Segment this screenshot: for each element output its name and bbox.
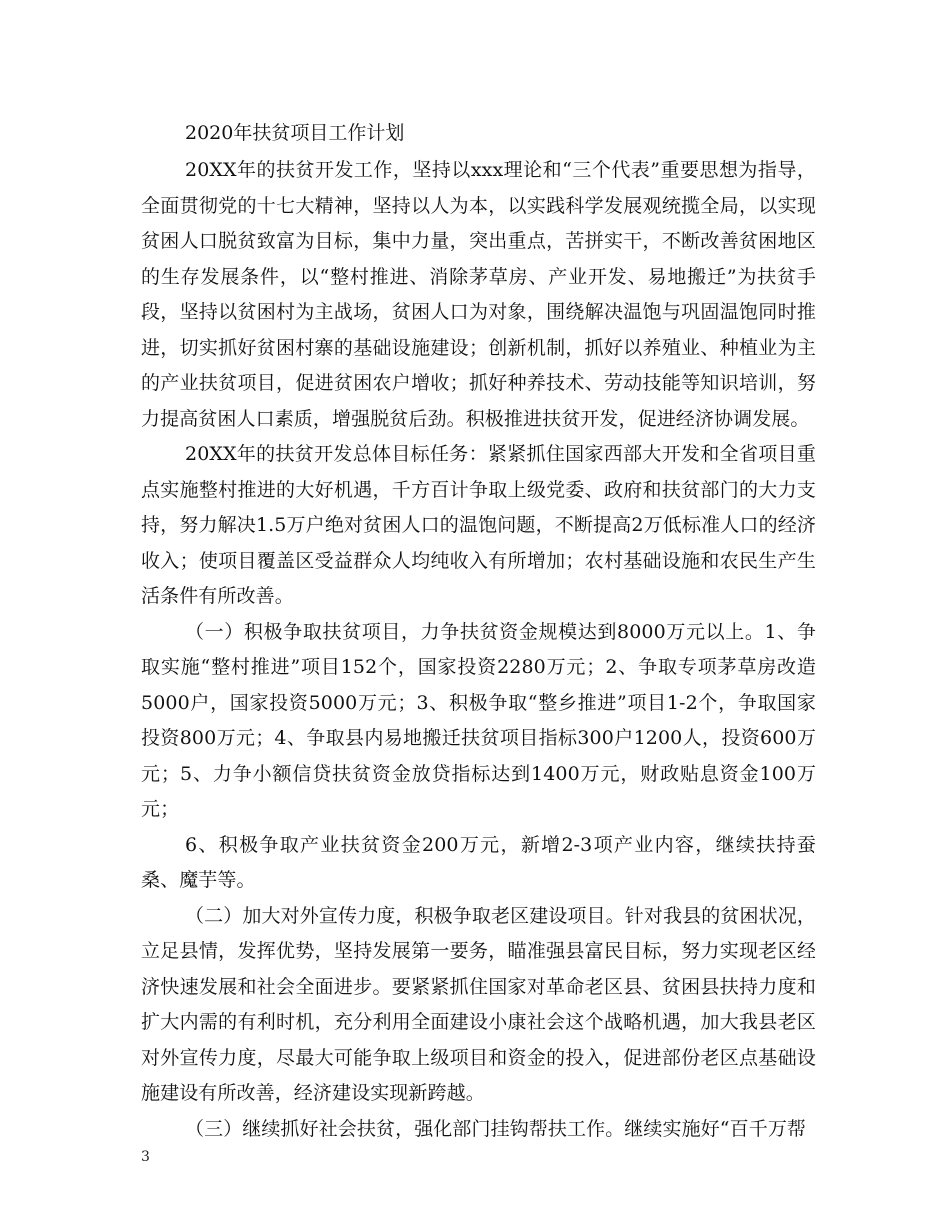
paragraph-industry-funding: 6、积极争取产业扶贫资金200万元，新增2-3项产业内容，继续扶持蚕桑、魔芋等。 xyxy=(141,833,816,891)
document-body xyxy=(141,118,816,1147)
paragraph-section-three: （三）继续抓好社会扶贫，强化部门挂钩帮扶工作。继续实施好“百千万帮 xyxy=(185,1117,807,1140)
paragraph-section-two: （二）加大对外宣传力度，积极争取老区建设项目。针对我县的贫困状况，立足县情，发挥优势，坚持发展第一要务，瞄准强县富民目标，努力实现老区经济快速发展和社会全面进步。要紧紧抓住国家对革命老区县、贫困县扶持力度和扩大内需的有利时机，充分利用全面建设小康社会这个战略机遇，加大我县老区对外宣传力度，尽最大可能争取上级项目和资金的投入，促进部份老区点基础设施建设有所改善，经济建设实现新跨越。 xyxy=(141,904,816,1104)
document-title: 2020年扶贫项目工作计划 xyxy=(185,122,405,144)
paragraph-work-guideline: 20XX年的扶贫开发工作，坚持以xxx理论和“三个代表”重要思想为指导，全面贯彻党的十七大精神，坚持以人为本，以实践科学发展观统揽全局，以实现贫困人口脱贫致富为目标，集中力量，突出重点，苦拼实干，不断改善贫困地区的生存发展条件，以“整村推进、消除茅草房、产业开发、易地搬迁”为扶贫手段，坚持以贫困村为主战场，贫困人口为对象，围绕解决温饱与巩固温饱同时推进，切实抓好贫困村寨的基础设施建设；创新机制，抓好以养殖业、种植业为主的产业扶贫项目，促进贫困农户增收；抓好种养技术、劳动技能等知识培训，努力提高贫困人口素质，增强脱贫后劲。积极推进扶贫开发，促进经济协调发展。 xyxy=(141,159,816,430)
paragraph-section-one: （一）积极争取扶贫项目，力争扶贫资金规模达到8000万元以上。1、争取实施“整村推进”项目152个，国家投资2280万元；2、争取专项茅草房改造5000户，国家投资5000万元；3、积极争取“整乡推进”项目1-2个，争取国家投资800万元；4、争取县内易地搬迁扶贫项目指标300户1200人，投资600万元；5、力争小额信贷扶贫资金放贷指标达到1400万元，财政贴息资金100万元； xyxy=(141,620,816,820)
paragraph-overall-goals: 20XX年的扶贫开发总体目标任务：紧紧抓住国家西部大开发和全省项目重点实施整村推进的大好机遇，千方百计争取上级党委、政府和扶贫部门的大力支持，努力解决1.5万户绝对贫困人口的温饱问题，不断提高2万低标准人口的经济收入；使项目覆盖区受益群众人均纯收入有所增加；农村基础设施和农民生产生活条件有所改善。 xyxy=(141,443,816,607)
page-number: 3 xyxy=(141,1149,150,1165)
